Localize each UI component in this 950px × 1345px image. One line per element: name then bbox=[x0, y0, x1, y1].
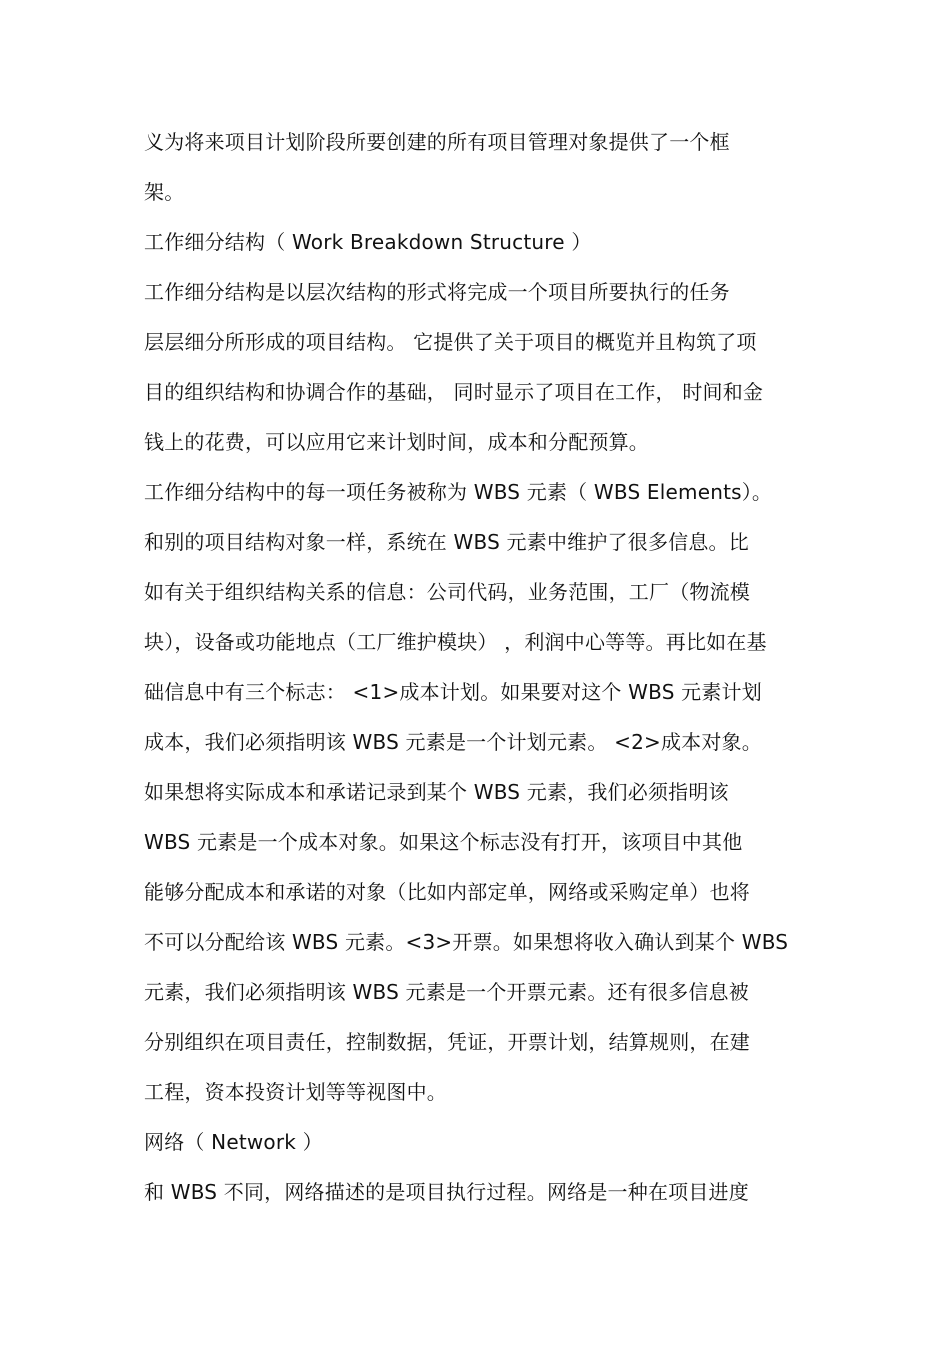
text-line: 义为将来项目计划阶段所要创建的所有项目管理对象提供了一个框 bbox=[144, 130, 730, 154]
text-line: 工作细分结构中的每一项任务被称为 WBS 元素（ WBS Elements）。 bbox=[144, 480, 773, 504]
text-line: WBS 元素是一个成本对象。如果这个标志没有打开，该项目中其他 bbox=[144, 830, 743, 854]
text-line: 能够分配成本和承诺的对象（比如内部定单，网络或采购定单）也将 bbox=[144, 880, 750, 904]
text-line: 如果想将实际成本和承诺记录到某个 WBS 元素，我们必须指明该 bbox=[144, 780, 729, 804]
text-line: 层层细分所形成的项目结构。 它提供了关于项目的概览并且构筑了项 bbox=[144, 330, 757, 354]
text-line: 架。 bbox=[144, 180, 185, 204]
text-line: 目的组织结构和协调合作的基础， 同时显示了项目在工作， 时间和金 bbox=[144, 380, 764, 404]
text-line: 工程，资本投资计划等等视图中。 bbox=[144, 1080, 447, 1104]
text-line: 如有关于组织结构关系的信息：公司代码，业务范围，工厂（物流模 bbox=[144, 580, 750, 604]
text-line: 钱上的花费，可以应用它来计划时间，成本和分配预算。 bbox=[144, 430, 649, 454]
text-line: 元素，我们必须指明该 WBS 元素是一个开票元素。还有很多信息被 bbox=[144, 980, 749, 1004]
section-heading-wbs: 工作细分结构（ Work Breakdown Structure ） bbox=[144, 230, 592, 254]
text-line: 和 WBS 不同，网络描述的是项目执行过程。网络是一种在项目进度 bbox=[144, 1180, 749, 1204]
text-line: 工作细分结构是以层次结构的形式将完成一个项目所要执行的任务 bbox=[144, 280, 730, 304]
body-text bbox=[144, 120, 824, 1220]
text-line: 成本，我们必须指明该 WBS 元素是一个计划元素。 <2>成本对象。 bbox=[144, 730, 762, 754]
text-line: 和别的项目结构对象一样，系统在 WBS 元素中维护了很多信息。比 bbox=[144, 530, 749, 554]
text-line: 不可以分配给该 WBS 元素。<3>开票。如果想将收入确认到某个 WBS bbox=[144, 930, 789, 954]
text-line: 分别组织在项目责任，控制数据，凭证，开票计划，结算规则，在建 bbox=[144, 1030, 750, 1054]
text-line: 础信息中有三个标志： <1>成本计划。如果要对这个 WBS 元素计划 bbox=[144, 680, 762, 704]
section-heading-network: 网络（ Network ） bbox=[144, 1130, 323, 1154]
text-line: 块），设备或功能地点（工厂维护模块） ，利润中心等等。再比如在基 bbox=[144, 630, 767, 654]
